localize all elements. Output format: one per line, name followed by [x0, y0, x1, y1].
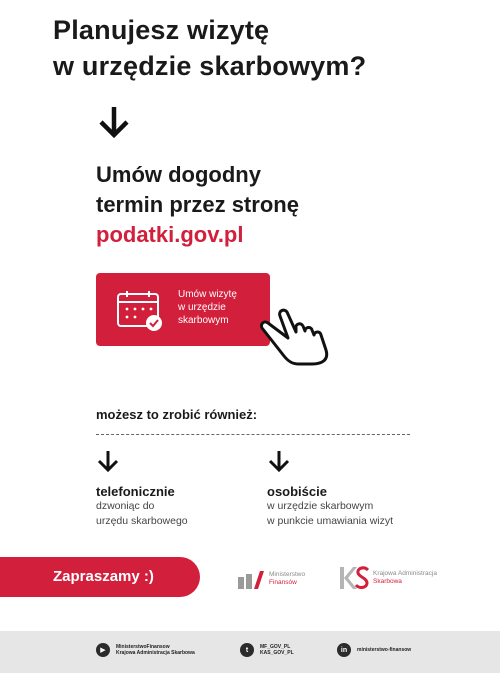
- twitter-line-1: MF_GOV_PL: [260, 644, 291, 650]
- also-label: możesz to zrobić również:: [96, 407, 258, 422]
- youtube-line-2: Krajowa Administracja Skarbowa: [116, 650, 195, 656]
- option-in-person: [267, 484, 393, 529]
- hand-pointer-icon: [258, 304, 334, 366]
- dashed-divider: [96, 434, 410, 435]
- option-phone-desc-1: dzwoniąc do: [96, 500, 155, 512]
- kas-logo-icon: [338, 564, 370, 592]
- cta-line-1: Umów wizytę: [178, 289, 237, 300]
- mf-logo-icon: [237, 568, 265, 590]
- mf-line-1: Ministerstwo: [269, 571, 306, 578]
- option-phone-desc-2: urzędu skarbowego: [96, 515, 188, 527]
- arrow-down-icon: [267, 449, 291, 473]
- kas-logo: [338, 564, 437, 592]
- cta-line-2: w urzędzie: [178, 302, 226, 313]
- linkedin-icon: in: [337, 643, 351, 657]
- kas-line-1: Krajowa Administracja: [373, 570, 437, 577]
- book-visit-button[interactable]: [96, 273, 270, 346]
- website-link[interactable]: podatki.gov.pl: [96, 222, 244, 247]
- option-in-person-title: osobiście: [267, 484, 327, 499]
- main-line-2: termin przez stronę: [96, 192, 299, 217]
- cta-line-3: skarbowym: [178, 315, 229, 326]
- mf-logo: [237, 568, 305, 590]
- title-line-2: w urzędzie skarbowym?: [53, 51, 367, 81]
- footer-twitter-text: [260, 644, 294, 656]
- main-message: [96, 160, 299, 250]
- option-phone: [96, 484, 188, 529]
- youtube-line-1: MinisterstwoFinansow: [116, 644, 170, 650]
- youtube-icon: ▶: [96, 643, 110, 657]
- footer-twitter[interactable]: [240, 643, 294, 657]
- footer-linkedin-text: ministerstwo-finansow: [357, 647, 412, 653]
- footer-youtube[interactable]: [96, 643, 195, 657]
- main-line-1: Umów dogodny: [96, 162, 261, 187]
- mf-logo-text: [269, 571, 305, 587]
- footer: [0, 631, 500, 673]
- calendar-check-icon: [116, 290, 166, 332]
- page-title: [53, 12, 366, 84]
- mf-line-2: Finansów: [269, 579, 297, 586]
- footer-youtube-text: [116, 644, 195, 656]
- invite-label: Zapraszamy :): [53, 568, 154, 585]
- option-in-person-desc-1: w urzędzie skarbowym: [267, 500, 374, 512]
- arrow-down-icon: [96, 449, 120, 473]
- kas-line-2: Skarbowa: [373, 578, 402, 585]
- twitter-line-2: KAS_GOV_PL: [260, 650, 294, 656]
- twitter-icon: t: [240, 643, 254, 657]
- option-phone-title: telefonicznie: [96, 484, 175, 499]
- arrow-down-icon: [96, 104, 132, 140]
- invite-banner: [0, 557, 200, 597]
- cta-label: [178, 288, 237, 327]
- option-in-person-desc-2: w punkcie umawiania wizyt: [267, 515, 394, 527]
- footer-linkedin[interactable]: [337, 643, 411, 657]
- title-line-1: Planujesz wizytę: [53, 15, 270, 45]
- kas-logo-text: [373, 570, 437, 586]
